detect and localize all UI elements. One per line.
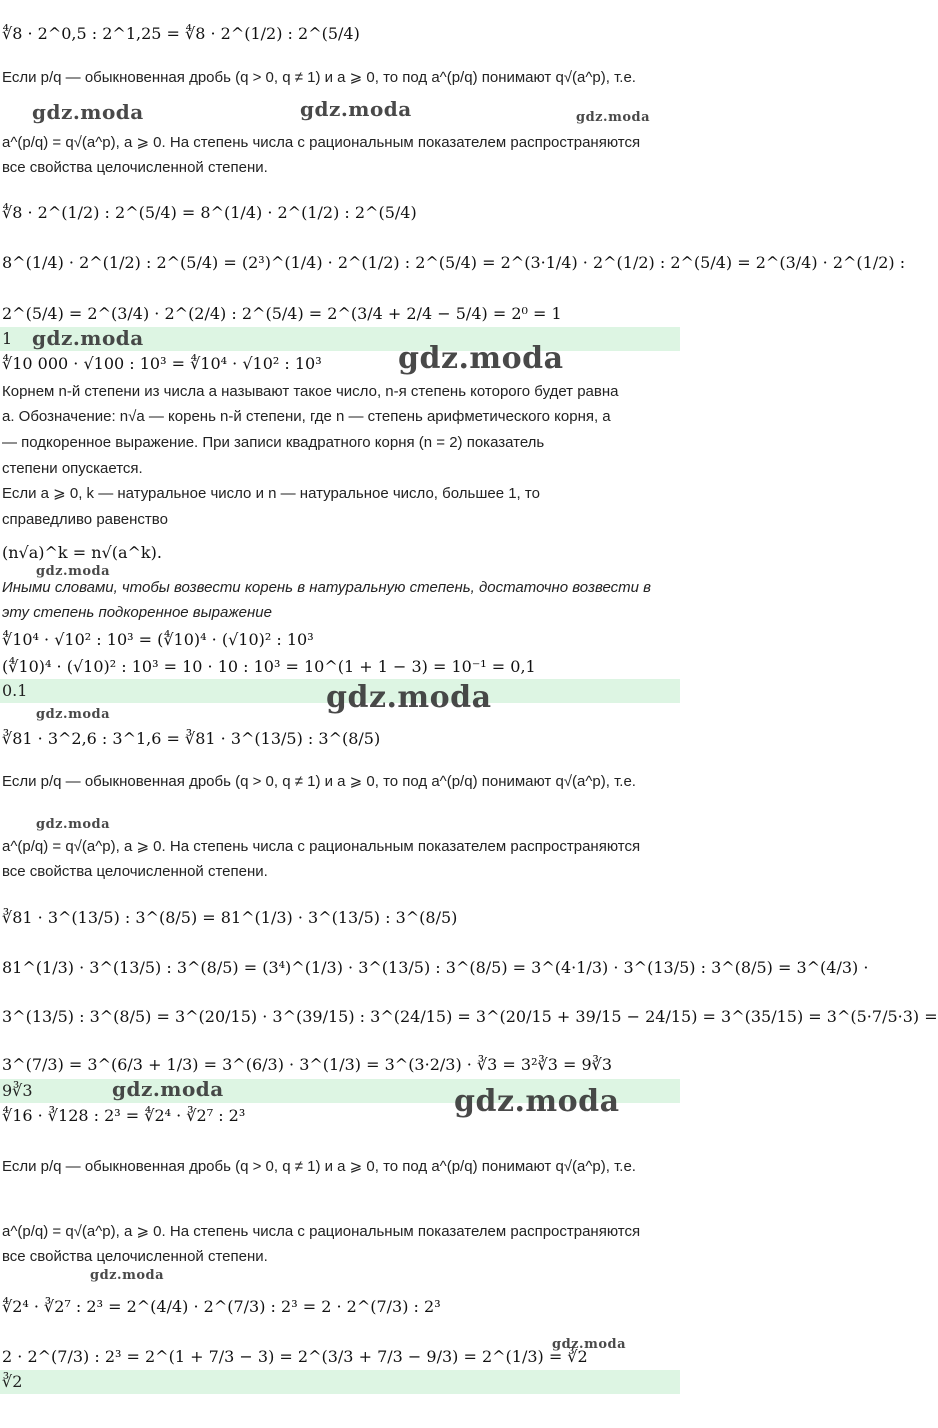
watermark-logo: gdz.moda	[36, 817, 111, 832]
definition-text: все свойства целочисленной степени.	[2, 1248, 268, 1265]
definition-text: Корнем n-й степени из числа a называют такое число, n-я степень которого будет равна	[2, 383, 619, 400]
definition-text: a^(p/q) = q√(a^p), a ⩾ 0. На степень числа с рациональным показателем распространяются	[2, 134, 641, 151]
definition-text: все свойства целочисленной степени.	[2, 159, 268, 176]
equation-line: ∜2⁴ · ∛2⁷ : 2³ = 2^(4/4) · 2^(7/3) : 2³ = 2 · 2^(7/3) : 2³	[2, 1297, 441, 1316]
equation-line: ∜8 · 2^(1/2) : 2^(5/4) = 8^(1/4) · 2^(1/2) : 2^(5/4)	[2, 203, 417, 222]
watermark-logo: gdz.moda	[32, 326, 144, 350]
watermark-logo: gdz.moda	[36, 707, 111, 722]
definition-text: — подкоренное выражение. При записи квадратного корня (n = 2) показатель	[2, 434, 545, 451]
equation-line: 2 · 2^(7/3) : 2³ = 2^(1 + 7/3 − 3) = 2^(3/3 + 7/3 − 9/3) = 2^(1/3) = ∛2	[2, 1347, 588, 1366]
definition-text: Если p/q — обыкновенная дробь (q > 0, q ≠ 1) и a ⩾ 0, то под a^(p/q) понимают q√(a^p), т.е.	[2, 69, 636, 86]
equation-line: ∜8 · 2^0,5 : 2^1,25 = ∜8 · 2^(1/2) : 2^(5/4)	[2, 24, 360, 43]
equation-line: 8^(1/4) · 2^(1/2) : 2^(5/4) = (2³)^(1/4) · 2^(1/2) : 2^(5/4) = 2^(3·1/4) · 2^(1/2) : 2^(5/4) = 2^(3/4) · 2^(1/2) :	[2, 253, 906, 272]
definition-text: a. Обозначение: n√a — корень n-й степени, где n — степень арифметического корня, a	[2, 408, 611, 425]
definition-text: a^(p/q) = q√(a^p), a ⩾ 0. На степень числа с рациональным показателем распространяются	[2, 1223, 641, 1240]
equation-line: 2^(5/4) = 2^(3/4) · 2^(2/4) : 2^(5/4) = 2^(3/4 + 2/4 − 5/4) = 2⁰ = 1	[2, 304, 562, 323]
watermark-logo: gdz.moda	[300, 97, 412, 121]
definition-text: справедливо равенство	[2, 511, 168, 528]
answer-value: 1	[2, 329, 13, 348]
equation-line: 3^(13/5) : 3^(8/5) = 3^(20/15) · 3^(39/15) : 3^(24/15) = 3^(20/15 + 39/15 − 24/15) = 3^(35/15) = 3^(5·7/5·3) =	[2, 1007, 938, 1026]
equation-line: ∛81 · 3^(13/5) : 3^(8/5) = 81^(1/3) · 3^(13/5) : 3^(8/5)	[2, 908, 458, 927]
watermark-logo: gdz.moda	[576, 110, 651, 125]
watermark-logo: gdz.moda	[36, 564, 111, 579]
definition-text: степени опускается.	[2, 460, 143, 477]
answer-bar	[0, 1370, 680, 1394]
definition-text: Если p/q — обыкновенная дробь (q > 0, q ≠ 1) и a ⩾ 0, то под a^(p/q) понимают q√(a^p), т.е.	[2, 1158, 636, 1175]
answer-value: 0.1	[2, 681, 28, 700]
watermark-logo: gdz.moda	[398, 341, 564, 376]
equation-line: ∜10 000 · √100 : 10³ = ∜10⁴ · √10² : 10³	[2, 354, 322, 373]
watermark-logo: gdz.moda	[90, 1268, 165, 1283]
definition-text: Если a ⩾ 0, k — натуральное число и n — натуральное число, большее 1, то	[2, 485, 540, 502]
watermark-logo: gdz.moda	[112, 1077, 224, 1101]
equation-line: ∜16 · ∛128 : 2³ = ∜2⁴ · ∛2⁷ : 2³	[2, 1106, 246, 1125]
watermark-logo: gdz.moda	[32, 100, 144, 124]
definition-text: эту степень подкоренное выражение	[2, 604, 272, 621]
definition-text: Иными словами, чтобы возвести корень в натуральную степень, достаточно возвести в	[2, 579, 651, 596]
answer-value: ∛2	[2, 1372, 23, 1391]
answer-value: 9∛3	[2, 1081, 33, 1100]
equation-line: 81^(1/3) · 3^(13/5) : 3^(8/5) = (3⁴)^(1/3) · 3^(13/5) : 3^(8/5) = 3^(4·1/3) · 3^(13/5) : 3^(8/5) = 3^(4/3) ·	[2, 958, 869, 977]
definition-text: Если p/q — обыкновенная дробь (q > 0, q ≠ 1) и a ⩾ 0, то под a^(p/q) понимают q√(a^p), т.е.	[2, 773, 636, 790]
formula-line: (n√a)^k = n√(a^k).	[2, 543, 162, 562]
definition-text: все свойства целочисленной степени.	[2, 863, 268, 880]
watermark-logo: gdz.moda	[326, 680, 492, 715]
equation-line: ∜10⁴ · √10² : 10³ = (∜10)⁴ · (√10)² : 10³	[2, 630, 314, 649]
definition-text: a^(p/q) = q√(a^p), a ⩾ 0. На степень числа с рациональным показателем распространяются	[2, 838, 641, 855]
equation-line: 3^(7/3) = 3^(6/3 + 1/3) = 3^(6/3) · 3^(1/3) = 3^(3·2/3) · ∛3 = 3²∛3 = 9∛3	[2, 1055, 612, 1074]
watermark-logo: gdz.moda	[454, 1084, 620, 1119]
equation-line: ∛81 · 3^2,6 : 3^1,6 = ∛81 · 3^(13/5) : 3^(8/5)	[2, 729, 381, 748]
watermark-logo: gdz.moda	[552, 1337, 627, 1352]
equation-line: (∜10)⁴ · (√10)² : 10³ = 10 · 10 : 10³ = 10^(1 + 1 − 3) = 10⁻¹ = 0,1	[2, 657, 536, 676]
